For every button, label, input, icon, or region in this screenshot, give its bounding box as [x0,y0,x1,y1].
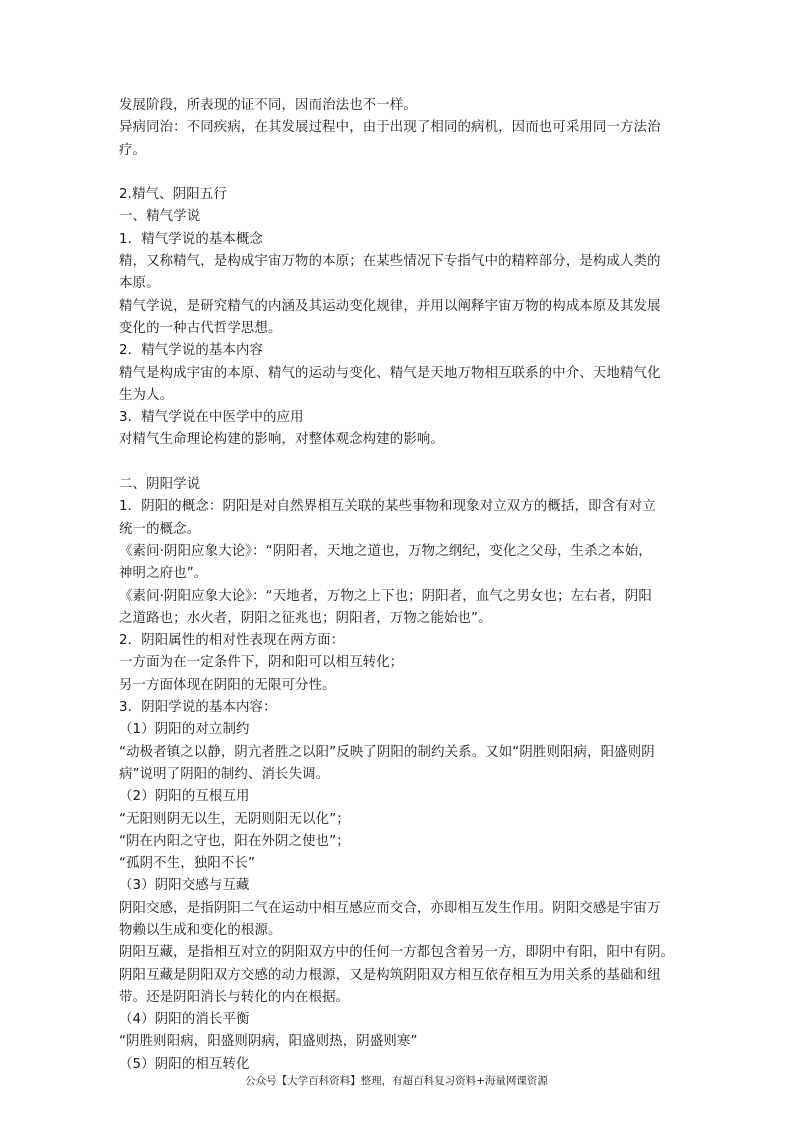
text-line: 神明之府也”。 [119,566,208,582]
text-line: （3）阴阳交感与互藏 [119,878,250,894]
text-line: 本原。 [119,276,160,292]
text-line: “动极者镇之以静，阴亢者胜之以阳”反映了阴阳的制约关系。又如“阴胜则阳病，阳盛则阴 [119,744,655,760]
text-line: 异病同治：不同疾病，在其发展过程中，由于出现了相同的病机，因而也可采用同一方法治 [119,120,661,136]
text-line: 精气学说，是研究精气的内涵及其运动变化规律，并用以阐释宇宙万物的构成本原及其发展 [119,298,661,314]
text-line: 一方面为在一定条件下，阴和阳可以相互转化； [119,655,404,671]
text-line: 发展阶段，所表现的证不同，因而治法也不一样。 [119,98,417,113]
text-line: 一、精气学说 [119,209,201,225]
text-line: 变化的一种古代哲学思想。 [119,320,282,336]
text-line: 精气是构成宇宙的本原、精气的运动与变化、精气是天地万物相互联系的中介、天地精气化 [119,365,661,381]
text-line: 阴阳交感，是指阴阳二气在运动中相互感应而交合，亦即相互发生作用。阴阳交感是宇宙万 [119,900,661,916]
text-line: 之道路也；水火者，阴阳之征兆也；阴阳者，万物之能始也”。 [119,610,492,626]
blank-line [119,162,679,184]
text-line: 物赖以生成和变化的根源。 [119,922,282,938]
document-body [119,95,679,1076]
text-line: 精，又称精气，是构成宇宙万物的本原；在某些情况下专指气中的精粹部分，是构成人类的 [119,254,661,270]
text-line: 3．阴阳学说的基本内容： [119,700,277,716]
text-line: 另一方面体现在阴阳的无限可分性。 [119,677,336,693]
text-line: 1．阴阳的概念：阴阳是对自然界相互关联的某些事物和现象对立双方的概括，即含有对立 [119,499,656,515]
text-line: （4）阴阳的消长平衡 [119,1012,250,1028]
text-line: 生为人。 [119,387,174,403]
text-line: 二、阴阳学说 [119,477,201,493]
text-line: 《素问·阴阳应象大论》：“阴阳者，天地之道也，万物之纲纪，变化之父母，生杀之本始， [119,543,652,559]
text-line: “阴在内阳之守也，阳在外阴之使也”； [119,833,350,849]
text-line: （2）阴阳的互根互用 [119,789,250,805]
text-line: “阴胜则阳病，阳盛则阴病，阳盛则热，阴盛则寒” [119,1034,418,1050]
text-line: 疗。 [119,142,147,158]
text-line: 2．阴阳属性的相对性表现在两方面： [119,633,345,649]
text-line: 带。还是阴阳消长与转化的内在根据。 [119,989,350,1005]
page-footer: 公众号【大学百科资料】整理，有超百科复习资料+海量网课资源 [245,1075,548,1087]
text-line: 2.精气、阴阳五行 [119,187,227,203]
text-line: 2．精气学说的基本内容 [119,343,264,359]
text-line: 3．精气学说在中医学中的应用 [119,410,304,426]
text-line: 对精气生命理论构建的影响，对整体观念构建的影响。 [119,432,444,448]
text-line: “无阳则阴无以生，无阴则阳无以化”； [119,811,350,827]
text-line: （1）阴阳的对立制约 [119,722,250,738]
text-line: （5）阴阳的相互转化 [119,1056,250,1072]
text-line: “孤阴不生，独阳不长” [119,856,256,872]
text-line: 阴阳互藏，是指相互对立的阴阳双方中的任何一方都包含着另一方，即阴中有阳，阳中有阴。 [119,945,675,961]
text-line: 阴阳互藏是阴阳双方交感的动力根源，又是构筑阴阳双方相互依存相互为用关系的基础和纽 [119,967,661,983]
text-line: 病”说明了阴阳的制约、消长失调。 [119,766,330,782]
text-line: 1．精气学说的基本概念 [119,231,264,247]
text-line: 《素问·阴阳应象大论》：“天地者，万物之上下也；阴阳者，血气之男女也；左右者，阴阳 [119,588,652,604]
blank-line [119,452,679,474]
text-line: 统一的概念。 [119,521,201,537]
